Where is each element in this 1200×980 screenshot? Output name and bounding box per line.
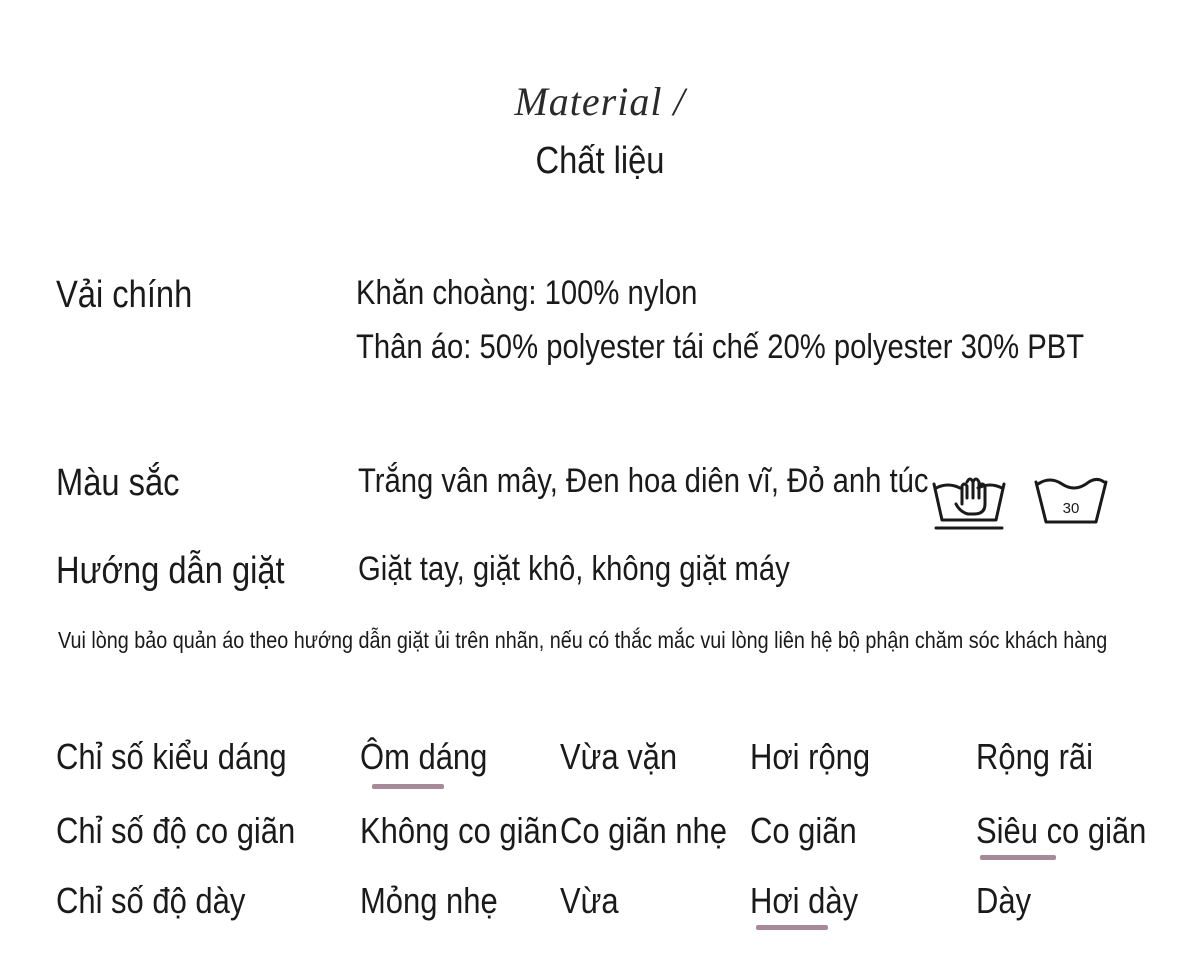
machine-wash-30-icon [1032,472,1110,528]
index-thickness-label: Chỉ số độ dày [56,880,246,921]
index-fit-selected-underline [372,784,444,789]
wash-label: Hướng dẫn giặt [56,550,285,592]
index-fit-option-1: Vừa vặn [560,736,678,777]
fabric-line-1: Khăn choàng: 100% nylon [356,274,698,312]
color-label: Màu sắc [56,462,180,504]
index-thickness-option-2: Hơi dày [750,880,859,921]
wash-temperature-label: 30 [1062,500,1080,517]
wash-value: Giặt tay, giặt khô, không giặt máy [358,550,790,588]
hand-wash-icon [928,462,1010,536]
index-fit-option-2: Hơi rộng [750,736,871,777]
fabric-line-2: Thân áo: 50% polyester tái chế 20% polyester 30% PBT [356,328,1085,366]
index-fit-option-3: Rộng rãi [976,736,1094,777]
index-stretch-option-1: Co giãn nhẹ [560,810,727,851]
index-stretch-option-0: Không co giãn [360,810,558,851]
index-thickness-option-3: Dày [976,880,1032,921]
index-thickness-selected-underline [756,925,828,930]
fabric-label: Vải chính [56,274,193,316]
index-fit-option-0: Ôm dáng [360,736,488,777]
page-title: Chất liệu [535,140,665,182]
index-stretch-option-3: Siêu co giãn [976,810,1147,851]
script-title: Material / [514,79,686,124]
index-stretch-selected-underline [980,855,1056,860]
index-thickness-option-1: Vừa [560,880,619,921]
index-stretch-option-2: Co giãn [750,810,857,851]
index-stretch-label: Chỉ số độ co giãn [56,810,296,851]
color-value: Trắng vân mây, Đen hoa diên vĩ, Đỏ anh túc [358,462,929,500]
index-fit-label: Chỉ số kiểu dáng [56,736,287,777]
index-thickness-option-0: Mỏng nhẹ [360,880,498,921]
care-note: Vui lòng bảo quản áo theo hướng dẫn giặt ủi trên nhãn, nếu có thắc mắc vui lòng liên hệ bộ phận chăm sóc khách hàng [58,627,1108,653]
